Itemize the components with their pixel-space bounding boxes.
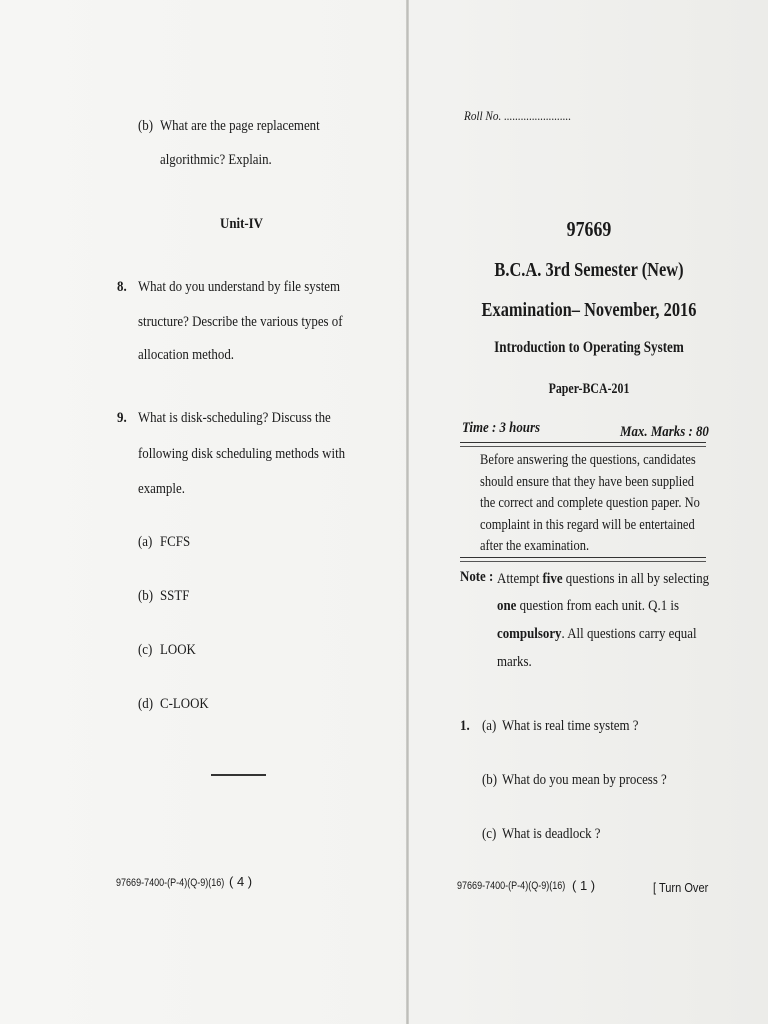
q8-line-2: structure? Describe the various types of [138,314,343,330]
q7b-label: (b) [138,118,154,134]
q9-line-2: following disk scheduling methods with [138,446,346,462]
subject-title: Introduction to Operating System [494,339,684,356]
notice-line: complaint in this regard will be entertained [480,516,695,533]
q1-part-text: What is real time system ? [502,718,639,734]
time-allowed: Time : 3 hours [462,420,541,436]
note-line-4: marks. [497,654,532,670]
note-line-1: Attempt five questions in all by selecting [497,571,710,587]
q9-line-3: example. [138,481,185,497]
paper-code: 97669 [566,217,612,241]
q1-part-text: What is deadlock ? [502,826,601,842]
q9-option-label: (b) [138,588,154,604]
q1-number: 1. [460,718,470,734]
q9-option-text: C-LOOK [160,696,209,712]
notice-line: Before answering the questions, candidates [480,452,696,468]
footer-code: 97669-7400-(P-4)(Q-9)(16) [457,880,566,892]
q9-number: 9. [117,410,127,426]
max-marks: Max. Marks : 80 [620,424,709,440]
notice-rule [460,557,706,562]
page-fold [406,0,409,1024]
right-page [410,0,768,1024]
end-rule [211,774,266,776]
turn-over: [ Turn Over [653,880,709,895]
q7b-line-1: What are the page replacement [160,118,320,134]
q9-option-label: (c) [138,642,153,658]
q1-part-text: What do you mean by process ? [502,772,667,788]
q1-part-label: (b) [482,772,498,788]
q9-line-1: What is disk-scheduling? Discuss the [138,410,331,426]
footer-code: 97669-7400-(P-4)(Q-9)(16) [116,877,225,889]
instructions-notice [480,450,738,558]
q9-option-label: (a) [138,534,153,550]
roll-number: Roll No. ........................ [464,108,572,123]
note-line-3: compulsory. All questions carry equal [497,626,697,642]
footer-page-number: ( 1 ) [572,878,596,893]
exam-title: Examination– November, 2016 [481,299,697,321]
q7b-line-2: algorithmic? Explain. [160,152,272,168]
notice-line: the correct and complete question paper. No [480,495,700,511]
paper-number: Paper-BCA-201 [548,381,630,397]
q9-option-text: LOOK [160,642,196,658]
q8-line-1: What do you understand by file system [138,279,341,295]
header-rule [460,442,706,447]
q1-part-label: (c) [482,826,497,842]
notice-line: after the examination. [480,538,590,554]
unit-heading: Unit-IV [220,216,264,232]
q9-option-label: (d) [138,696,154,712]
footer-page-number: ( 4 ) [229,874,253,889]
q8-line-3: allocation method. [138,347,235,363]
q1-part-label: (a) [482,718,497,734]
course-title: B.C.A. 3rd Semester (New) [494,259,684,281]
q9-option-text: FCFS [160,534,191,550]
note-label: Note : [460,569,494,585]
note-line-2: one question from each unit. Q.1 is [497,598,680,614]
notice-line: should ensure that they have been supplied [480,473,695,490]
q8-number: 8. [117,279,127,295]
q9-option-text: SSTF [160,588,190,604]
